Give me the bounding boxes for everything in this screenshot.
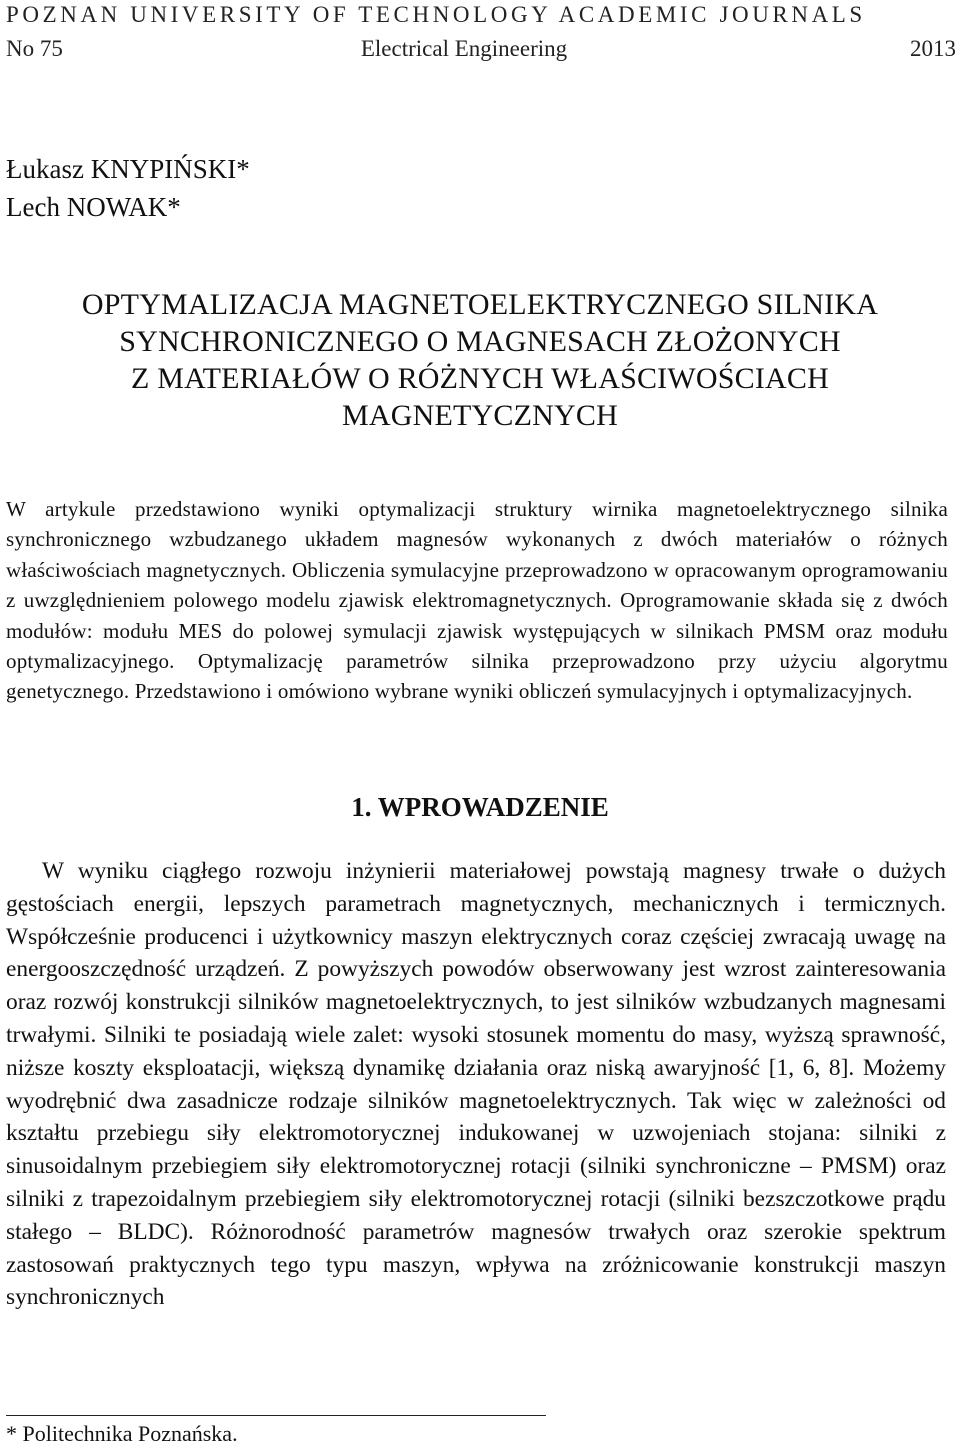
abstract: W artykule przedstawiono wyniki optymalizacji struktury wirnika magnetoelektrycznego silnika synchronicznego wzbudzanego układem magnesów wykonanych z dwóch materiałów o różnych właściwościach magnetycznych. Obliczenia symulacyjne przeprowadzono w opracowanym oprogramowaniu z uwzględnieniem polowego modelu zjawisk elektromagnetycznych. Oprogramowanie składa się z dwóch modułów: modułu MES do polowej symulacji zjawisk występujących w silnikach PMSM oraz modułu optymalizacyjnego. Optymalizację parametrów silnika przeprowadzono przy użyciu algorytmu genetycznego. Przedstawiono i omówiono wybrane wyniki obliczeń symulacyjnych i optymalizacyjnych. [6, 497, 948, 704]
author-name: Łukasz KNYPIŃSKI* [6, 154, 250, 184]
journal-field: Electrical Engineering [360, 36, 568, 61]
paper-title [0, 286, 960, 434]
author-list [6, 150, 250, 226]
publication-year: 2013 [910, 36, 956, 61]
title-line: SYNCHRONICZNEGO O MAGNESACH ZŁOŻONYCH [119, 325, 841, 358]
title-line: MAGNETYCZNYCH [342, 399, 618, 432]
footnote-divider [6, 1415, 546, 1416]
issue-number: No 75 [6, 36, 63, 61]
journal-name: POZNAN UNIVERSITY OF TECHNOLOGY ACADEMIC JOURNALS [6, 2, 866, 27]
author-name: Lech NOWAK* [6, 192, 181, 222]
body-paragraph: W wyniku ciągłego rozwoju inżynierii materiałowej powstają magnesy trwałe o dużych gęstościach energii, lepszych parametrach magnetycznych, mechanicznych i termicznych. Współcześnie producenci i użytkownicy maszyn elektrycznych coraz częściej zwracają uwagę na energooszczędność urządzeń. Z powyższych powodów obserwowany jest wzrost zainteresowania oraz rozwój konstrukcji silników magnetoelektrycznych, to jest silników wzbudzanych magnesami trwałymi. Silniki te posiadają wiele zalet: wysoki stosunek momentu do masy, wyższą sprawność, niższe koszty eksploatacji, większą dynamikę działania oraz niską awaryjność [1, 6, 8]. Możemy wyodrębnić dwa zasadnicze rodzaje silników magnetoelektrycznych. Tak więc w zależności od kształtu przebiegu siły elektromotorycznej indukowanej w uzwojeniach stojana: silniki z sinusoidalnym przebiegiem siły elektromotorycznej rotacji (silniki synchroniczne – PMSM) oraz silniki z trapezoidalnym przebiegiem siły elektromotorycznej rotacji (silniki bezszczotkowe prądu stałego – BLDC). Różnorodność parametrów magnesów trwałych oraz szerokie spektrum zastosowań praktycznych tego typu maszyn, wpływa na zróżnicowanie konstrukcji maszyn synchronicznych [6, 858, 946, 1311]
title-line: Z MATERIAŁÓW O RÓŻNYCH WŁAŚCIWOŚCIACH [131, 362, 829, 395]
title-line: OPTYMALIZACJA MAGNETOELEKTRYCZNEGO SILNIKA [81, 288, 879, 321]
footnote: * Politechnika Poznańska. [6, 1421, 238, 1446]
section-heading: 1. WPROWADZENIE [351, 792, 609, 822]
